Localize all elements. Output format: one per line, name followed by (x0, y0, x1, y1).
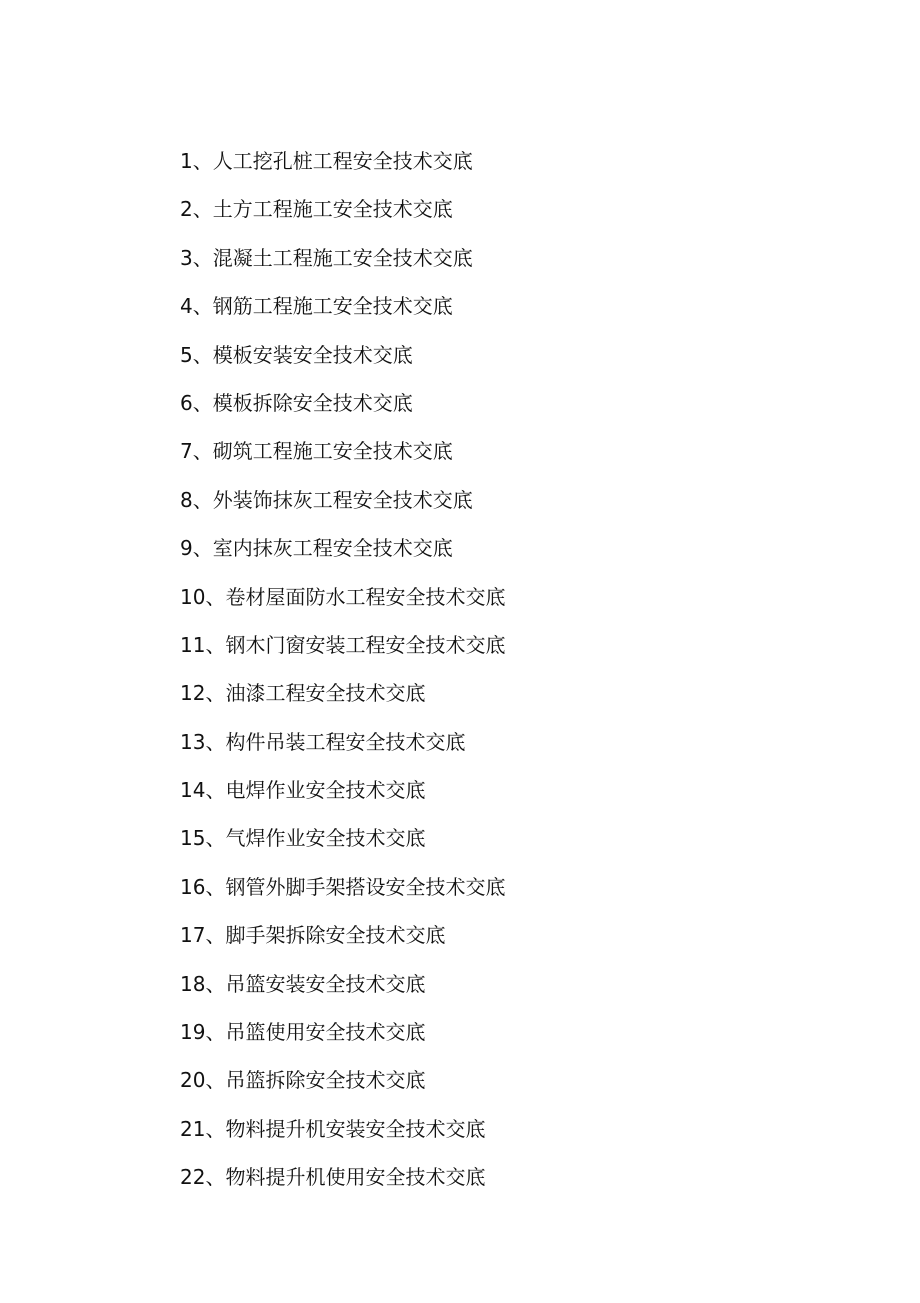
item-title: 脚手架拆除安全技术交底 (225, 923, 446, 948)
item-number: 2 (180, 197, 193, 222)
list-item (180, 144, 505, 192)
item-title: 砌筑工程施工安全技术交底 (212, 439, 453, 464)
list-item (180, 1160, 505, 1208)
item-number: 8 (180, 487, 193, 512)
list-item (180, 870, 505, 918)
list-item (180, 676, 505, 724)
list-item (180, 628, 505, 676)
item-number: 17 (180, 923, 206, 948)
list-item (180, 434, 505, 482)
item-number: 9 (180, 536, 193, 561)
item-number: 14 (180, 778, 206, 803)
item-separator: 、 (192, 487, 213, 512)
item-number: 11 (180, 632, 206, 657)
item-separator: 、 (205, 923, 226, 948)
list-item (180, 580, 505, 628)
list-item (180, 192, 505, 240)
item-number: 6 (180, 390, 193, 415)
item-number: 18 (180, 971, 206, 996)
item-separator: 、 (205, 874, 226, 899)
item-number: 10 (180, 584, 206, 609)
item-separator: 、 (192, 149, 213, 173)
item-number: 20 (180, 1068, 206, 1093)
item-number: 12 (180, 681, 206, 706)
item-number: 21 (180, 1116, 206, 1141)
item-title: 油漆工程安全技术交底 (225, 681, 426, 706)
item-title: 土方工程施工安全技术交底 (212, 197, 453, 222)
item-title: 吊篮使用安全技术交底 (225, 1020, 426, 1045)
item-number: 13 (180, 729, 206, 754)
item-number: 16 (180, 874, 206, 899)
item-number: 1 (180, 149, 193, 173)
list-item (180, 386, 505, 434)
list-item (180, 967, 505, 1015)
item-title: 钢管外脚手架搭设安全技术交底 (225, 874, 506, 899)
list-item (180, 338, 505, 386)
item-title: 室内抹灰工程安全技术交底 (212, 536, 453, 561)
item-separator: 、 (192, 536, 213, 561)
list-item (180, 821, 505, 869)
item-title: 物料提升机使用安全技术交底 (225, 1165, 486, 1190)
list-item (180, 1063, 505, 1111)
item-number: 3 (180, 245, 193, 270)
list-item (180, 725, 505, 773)
list-item (180, 1112, 505, 1160)
list-item (180, 918, 505, 966)
item-separator: 、 (205, 681, 226, 706)
item-separator: 、 (192, 245, 213, 270)
list-item (180, 289, 505, 337)
list-item (180, 773, 505, 821)
item-separator: 、 (192, 390, 213, 415)
item-separator: 、 (192, 197, 213, 222)
item-separator: 、 (205, 632, 226, 657)
item-number: 15 (180, 826, 206, 851)
item-separator: 、 (205, 1165, 226, 1190)
item-title: 外装饰抹灰工程安全技术交底 (212, 487, 473, 512)
item-title: 卷材屋面防水工程安全技术交底 (225, 584, 506, 609)
list-item (180, 531, 505, 579)
list-item (180, 483, 505, 531)
item-separator: 、 (192, 294, 213, 319)
item-separator: 、 (205, 1116, 226, 1141)
item-separator: 、 (205, 1068, 226, 1093)
item-separator: 、 (192, 342, 213, 367)
item-title: 钢筋工程施工安全技术交底 (212, 294, 453, 319)
item-separator: 、 (205, 778, 226, 803)
item-number: 7 (180, 439, 193, 464)
item-number: 4 (180, 294, 193, 319)
item-title: 混凝土工程施工安全技术交底 (212, 245, 473, 270)
item-separator: 、 (192, 439, 213, 464)
item-title: 构件吊装工程安全技术交底 (225, 729, 466, 754)
list-item (180, 1015, 505, 1063)
item-title: 吊篮安装安全技术交底 (225, 971, 426, 996)
item-separator: 、 (205, 826, 226, 851)
item-title: 钢木门窗安装工程安全技术交底 (225, 632, 506, 657)
item-separator: 、 (205, 729, 226, 754)
item-title: 模板拆除安全技术交底 (212, 390, 413, 415)
item-number: 22 (180, 1165, 206, 1190)
item-number: 19 (180, 1020, 206, 1045)
item-title: 人工挖孔桩工程安全技术交底 (212, 149, 473, 173)
item-separator: 、 (205, 1020, 226, 1045)
toc-list (180, 144, 505, 1209)
item-number: 5 (180, 342, 193, 367)
item-separator: 、 (205, 584, 226, 609)
item-title: 电焊作业安全技术交底 (225, 778, 426, 803)
item-title: 物料提升机安装安全技术交底 (225, 1116, 486, 1141)
item-title: 模板安装安全技术交底 (212, 342, 413, 367)
item-separator: 、 (205, 971, 226, 996)
item-title: 气焊作业安全技术交底 (225, 826, 426, 851)
item-title: 吊篮拆除安全技术交底 (225, 1068, 426, 1093)
list-item (180, 241, 505, 289)
